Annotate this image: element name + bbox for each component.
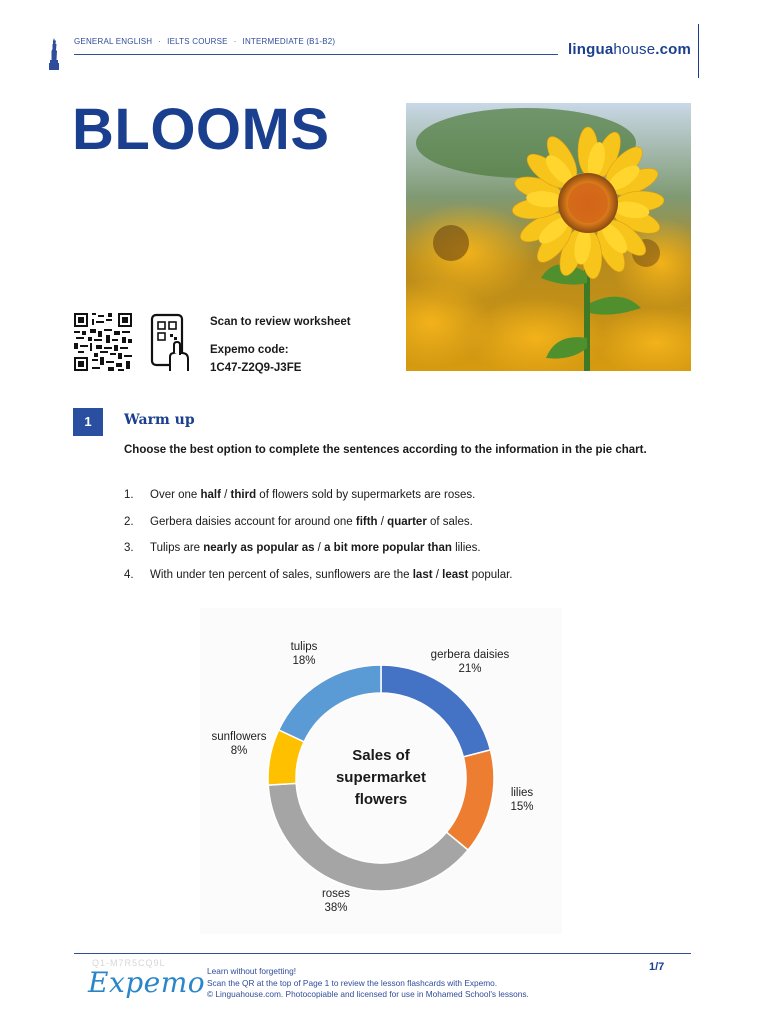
slice-value-label: 15%: [510, 801, 534, 813]
statue-of-liberty-icon: [48, 38, 60, 70]
breadcrumb-separator: ·: [158, 37, 162, 46]
brand-bold: lingua: [568, 41, 614, 58]
brand-logo: [568, 41, 691, 58]
answer-option[interactable]: quarter: [387, 515, 427, 528]
slice-label: lilies: [510, 787, 534, 799]
slice-label: roses: [321, 888, 351, 900]
chart-title-line: Sales of: [352, 747, 410, 764]
slice-value-label: 18%: [292, 655, 316, 667]
header-vertical-rule: [698, 24, 699, 78]
sentence-fragment: Tulips are: [150, 542, 204, 554]
list-item: [124, 569, 684, 596]
scan-info: [210, 313, 351, 377]
footer-line-2: Scan the QR at the top of Page 1 to review the lesson flashcards with Expemo.: [207, 977, 498, 988]
answer-option[interactable]: fifth: [355, 515, 378, 528]
expemo-code: 1C47-Z2Q9-J3FE: [210, 362, 302, 374]
slice-value-label: 21%: [458, 663, 482, 675]
breadcrumb-general-english: GENERAL ENGLISH: [74, 37, 153, 46]
footer-ghost-code: Q1-M7R5CQ9L: [92, 958, 166, 968]
sentence-fragment: lilies.: [451, 542, 481, 554]
sentence-fragment: of sales.: [426, 515, 473, 528]
pie-slice-tulips: [279, 665, 381, 742]
page-header: [48, 30, 700, 80]
footer-text: [207, 966, 529, 1001]
sentence-fragment: popular.: [468, 568, 513, 581]
answer-option[interactable]: half: [200, 489, 221, 501]
slice-label: gerbera daisies: [430, 649, 510, 661]
list-item: [124, 489, 684, 516]
sentence-fragment: of flowers sold by supermarkets are roses.: [256, 489, 476, 501]
sentence-fragment: /: [432, 568, 443, 581]
chart-title-line: flowers: [354, 791, 408, 808]
section-title: Warm up: [124, 412, 195, 428]
list-item-text: [150, 542, 481, 554]
page-number: 1/7: [649, 961, 665, 973]
section-instruction: Choose the best option to complete the sentences according to the information in the pie chart.: [124, 444, 647, 456]
slice-value-label: 38%: [324, 902, 348, 914]
pie-slice-lilies: [446, 750, 494, 850]
slice-value-label: 8%: [230, 745, 248, 757]
answer-option[interactable]: nearly as popular as: [203, 542, 315, 554]
pie-slice-gerbera-daisies: [381, 665, 490, 757]
list-item-text: [150, 569, 513, 581]
footer-line-3: © Linguahouse.com. Photocopiable and licensed for use in Mohamed School's lessons.: [207, 989, 529, 999]
expemo-logo: Expemo: [88, 966, 206, 999]
brand-light: house: [613, 41, 656, 58]
scan-instruction: Scan to review worksheet: [210, 316, 351, 328]
breadcrumb-ielts-course: IELTS COURSE: [167, 37, 228, 46]
page-title: BLOOMS: [72, 97, 330, 162]
list-item-number: 3.: [124, 542, 134, 554]
answer-option[interactable]: least: [442, 568, 469, 581]
footer-line-1: Learn without forgetting!: [207, 966, 297, 976]
list-item-text: [150, 489, 475, 501]
header-rule: [74, 54, 558, 55]
qr-code-icon[interactable]: [74, 313, 132, 371]
expemo-code-label: Expemo code:: [210, 344, 289, 356]
breadcrumb-separator: ·: [233, 37, 237, 46]
list-item: [124, 542, 684, 569]
sentence-fragment: /: [220, 489, 231, 501]
footer-rule: [74, 953, 691, 954]
list-item-number: 2.: [124, 515, 134, 528]
pie-chart: [200, 608, 562, 934]
donut-chart-svg: [200, 608, 562, 934]
breadcrumb-level: INTERMEDIATE (B1-B2): [242, 37, 336, 46]
slice-label: tulips: [290, 641, 318, 653]
phone-scan-icon: [150, 313, 192, 371]
answer-option[interactable]: third: [230, 489, 257, 501]
breadcrumb: [74, 37, 335, 46]
answer-option[interactable]: a bit more popular than: [324, 542, 452, 554]
section-number-badge: 1: [73, 408, 103, 436]
slice-label: sunflowers: [211, 731, 267, 743]
answer-option[interactable]: last: [412, 568, 433, 581]
list-item-text: [150, 516, 473, 528]
sentence-fragment: With under ten percent of sales, sunflowers are the: [150, 568, 413, 581]
list-item-number: 4.: [124, 568, 134, 581]
list-item: [124, 516, 684, 543]
sentence-fragment: Gerbera daisies account for around one: [150, 515, 356, 528]
exercise-list: [124, 489, 684, 595]
chart-title-line: supermarket: [335, 769, 427, 786]
sunflower-photo: [406, 103, 691, 371]
sentence-fragment: /: [377, 515, 388, 528]
sentence-fragment: /: [314, 542, 325, 554]
list-item-number: 1.: [124, 489, 134, 501]
sentence-fragment: Over one: [150, 489, 201, 501]
brand-suffix: .com: [655, 41, 692, 58]
